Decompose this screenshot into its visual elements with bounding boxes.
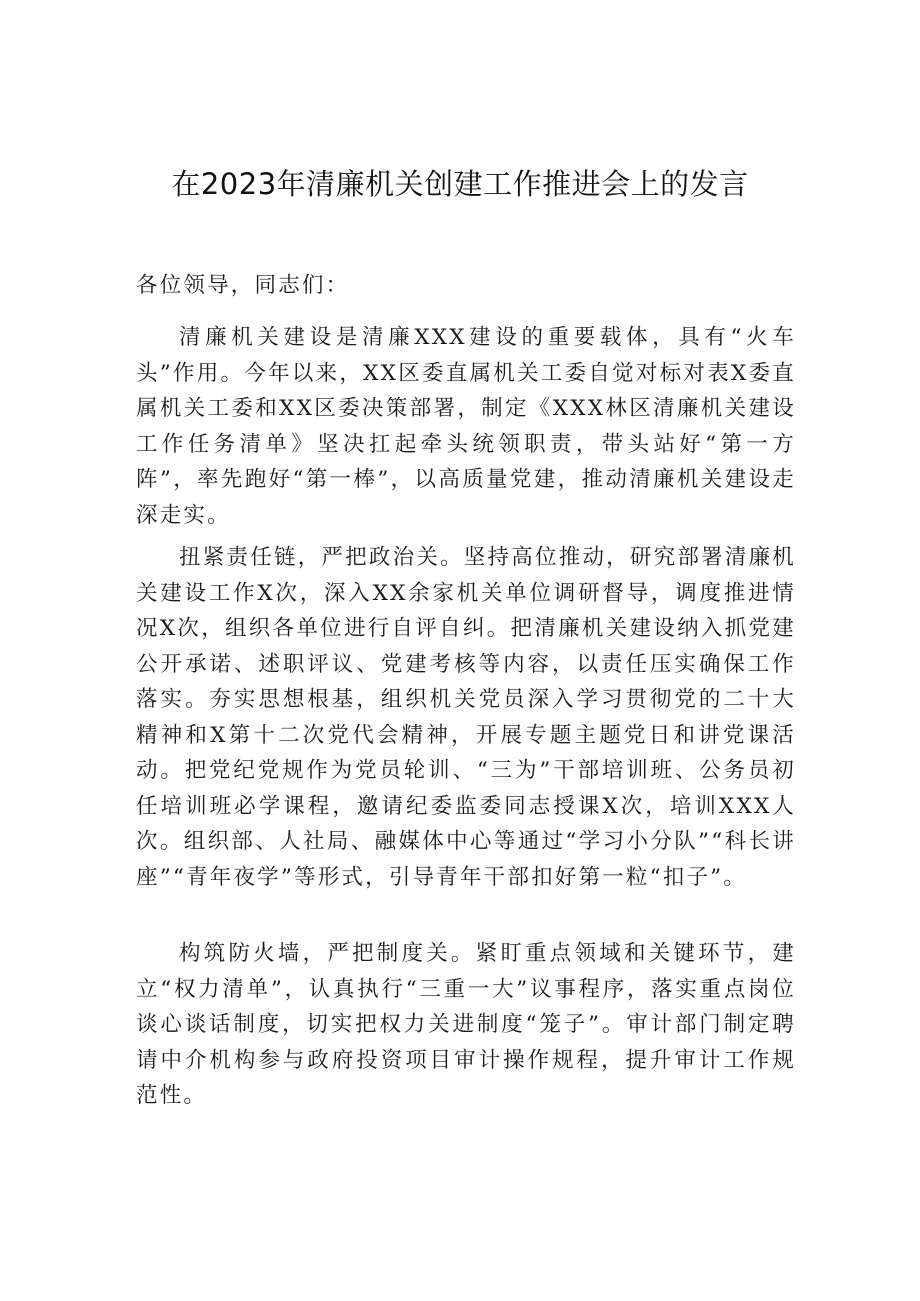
paragraph-2: 扭紧责任链，严把政治关。坚持高位推动，研究部署清廉机关建设工作X次，深入XX余家机关单位调研督导，调度推进情况X次，组织各单位进行自评自纠。把清廉机关建设纳入抓党建公开承诺、述职评议、党建考核等内容，以责任压实确保工作落实。夯实思想根基，组织机关党员深入学习贯彻党的二十大精神和X第十二次党代会精神，开展专题主题党日和讲党课活动。把党纪党规作为党员轮训、“三为”干部培训班、公务员初任培训班必学课程，邀请纪委监委同志授课X次，培训XXX人次。组织部、人社局、融媒体中心等通过“学习小分队”“科长讲座”“青年夜学”等形式，引导青年干部扣好第一粒“扣子”。 — [136, 545, 796, 890]
salutation: 各位领导，同志们： — [136, 273, 350, 298]
document-title: 在2023年清廉机关创建工作推进会上的发言 — [171, 167, 749, 201]
paragraph-1: 清廉机关建设是清廉XXX建设的重要载体，具有“火车头”作用。今年以来，XX区委直属机关工委自觉对标对表X委直属机关工委和XX区委决策部署，制定《XXX林区清廉机关建设工作任务清单》坚决扛起牵头统领职责，带头站好“第一方阵”，率先跑好“第一棒”，以高质量党建，推动清廉机关建设走深走实。 — [136, 325, 796, 528]
paragraph-3: 构筑防火墙，严把制度关。紧盯重点领域和关键环节，建立“权力清单”，认真执行“三重一大”议事程序，落实重点岗位谈心谈话制度，切实把权力关进制度“笼子”。审计部门制定聘请中介机构参与政府投资项目审计操作规程，提升审计工作规范性。 — [136, 941, 796, 1108]
